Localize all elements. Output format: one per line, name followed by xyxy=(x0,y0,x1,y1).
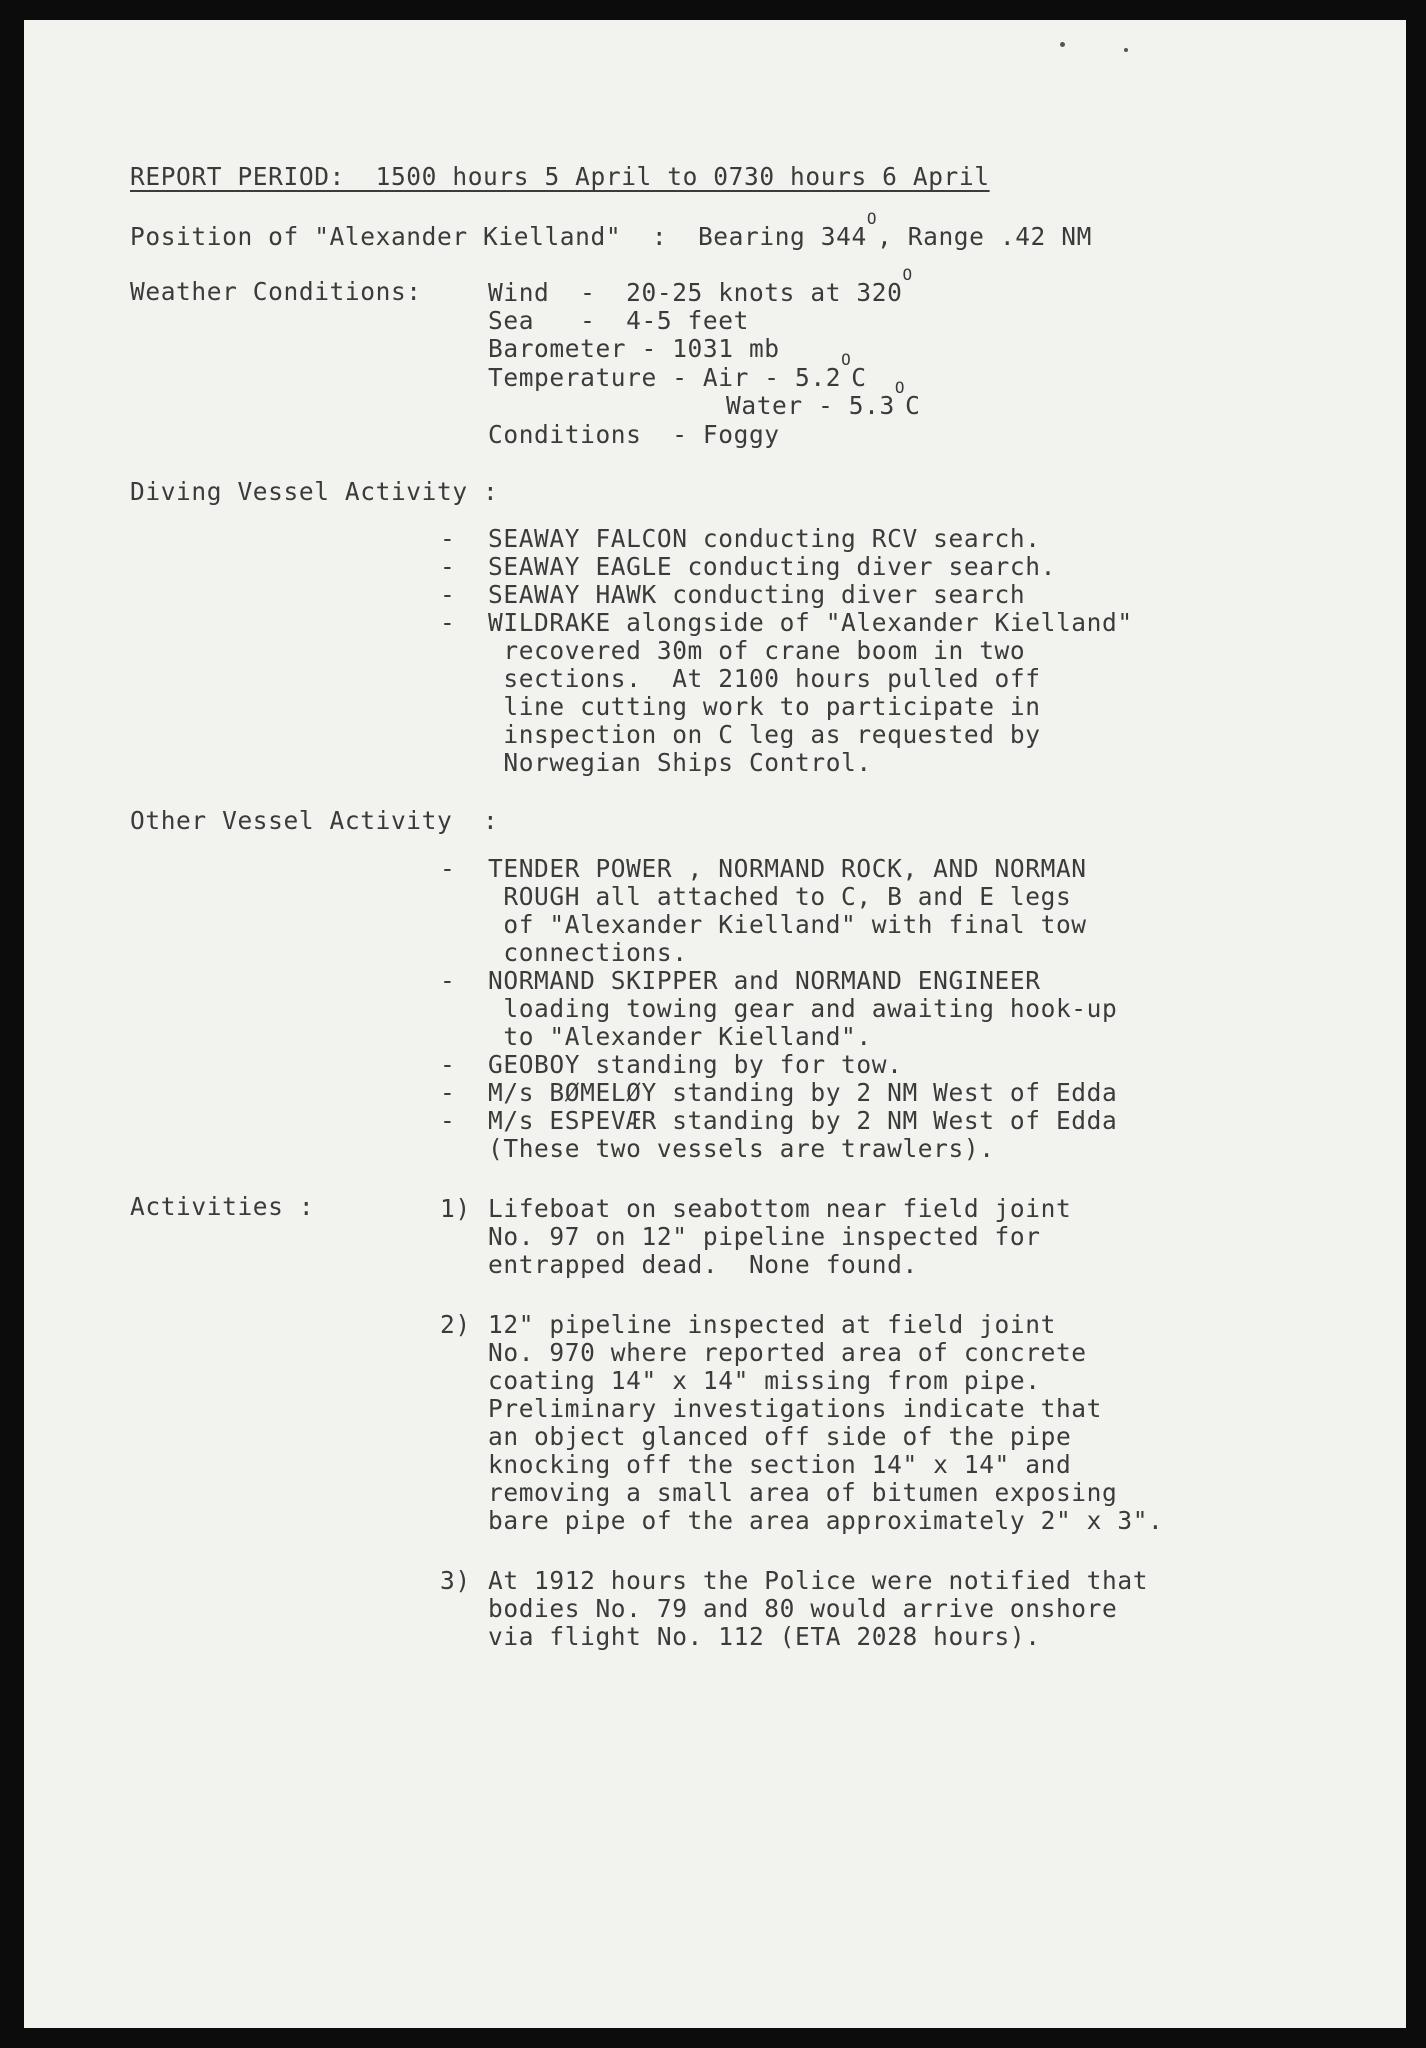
list-dash: - xyxy=(440,1078,455,1107)
activity-line: removing a small area of bitumen exposing xyxy=(488,1478,1118,1507)
report-period-heading: REPORT PERIOD: 1500 hours 5 April to 0730 hours 6 April xyxy=(130,162,990,191)
other-item: TENDER POWER , NORMAND ROCK, AND NORMAN xyxy=(488,854,1087,883)
activity-number: 3) xyxy=(440,1566,471,1595)
activity-line: Preliminary investigations indicate that xyxy=(488,1394,1103,1423)
position-line xyxy=(130,209,1092,251)
diving-item: SEAWAY FALCON conducting RCV search. xyxy=(488,524,1041,553)
other-item: ROUGH all attached to C, B and E legs xyxy=(488,882,1072,911)
other-item: of "Alexander Kielland" with final tow xyxy=(488,910,1087,939)
other-item: NORMAND SKIPPER and NORMAND ENGINEER xyxy=(488,966,1041,995)
diving-item: SEAWAY HAWK conducting diver search xyxy=(488,580,1026,609)
degree-mark: O xyxy=(902,265,913,284)
scan-speck xyxy=(1060,42,1065,47)
diving-label: Diving Vessel Activity : xyxy=(130,477,499,506)
diving-item: recovered 30m of crane boom in two xyxy=(488,636,1026,665)
other-item: to "Alexander Kielland". xyxy=(488,1022,872,1051)
list-dash: - xyxy=(440,580,455,609)
weather-wind: Wind - 20-25 knots at $320^O$ xyxy=(488,265,913,307)
degree-mark: O xyxy=(894,378,906,397)
list-dash: - xyxy=(440,1106,455,1135)
activity-number: 1) xyxy=(440,1194,471,1223)
activity-line: Lifeboat on seabottom near field joint xyxy=(488,1194,1072,1223)
weather-label: Weather Conditions: xyxy=(130,277,422,306)
activity-line: 12" pipeline inspected at field joint xyxy=(488,1310,1056,1339)
other-item: M/s ESPEVÆR standing by 2 NM West of Edda xyxy=(488,1106,1118,1135)
activity-line: knocking off the section 14" x 14" and xyxy=(488,1450,1072,1479)
list-dash: - xyxy=(440,854,455,883)
diving-item: SEAWAY EAGLE conducting diver search. xyxy=(488,552,1056,581)
diving-item: WILDRAKE alongside of "Alexander Kielland" xyxy=(488,608,1133,637)
other-item: connections. xyxy=(488,938,688,967)
activities-label: Activities : xyxy=(130,1192,315,1221)
activity-line: bare pipe of the area approximately 2" x 3". xyxy=(488,1506,1164,1535)
diving-item: line cutting work to participate in xyxy=(488,692,1041,721)
weather-temp-water: Water - $5.3^OC$ xyxy=(726,378,921,420)
diving-item: inspection on C leg as requested by xyxy=(488,720,1041,749)
activity-line: an object glanced off side of the pipe xyxy=(488,1422,1072,1451)
other-item: M/s BØMELØY standing by 2 NM West of Edda xyxy=(488,1078,1118,1107)
weather-barometer: Barometer - 1031 mb xyxy=(488,334,780,363)
other-item: GEOBOY standing by for tow. xyxy=(488,1050,903,1079)
diving-item: sections. At 2100 hours pulled off xyxy=(488,664,1041,693)
degree-mark: O xyxy=(866,209,878,228)
list-dash: - xyxy=(440,608,455,637)
other-label: Other Vessel Activity : xyxy=(130,806,499,835)
degree-mark: O xyxy=(841,350,852,369)
position-range: , Range .42 NM xyxy=(877,222,1092,251)
activity-line: No. 97 on 12" pipeline inspected for xyxy=(488,1222,1041,1251)
activity-line: No. 970 where reported area of concrete xyxy=(488,1338,1087,1367)
position-label: Position of "Alexander Kielland" : Bearing 344 xyxy=(130,222,867,251)
weather-sea: Sea - 4-5 feet xyxy=(488,306,749,335)
list-dash: - xyxy=(440,524,455,553)
other-item: loading towing gear and awaiting hook-up xyxy=(488,994,1118,1023)
diving-item: Norwegian Ships Control. xyxy=(488,748,872,777)
list-dash: - xyxy=(440,966,455,995)
activity-line: coating 14" x 14" missing from pipe. xyxy=(488,1366,1041,1395)
document-page xyxy=(24,20,1406,2028)
activity-line: via flight No. 112 (ETA 2028 hours). xyxy=(488,1622,1041,1651)
activity-number: 2) xyxy=(440,1310,471,1339)
activity-line: entrapped dead. None found. xyxy=(488,1250,918,1279)
list-dash: - xyxy=(440,1050,455,1079)
scan-speck xyxy=(1124,48,1128,52)
weather-temp-air: Temperature - Air - $5.2^OC$ xyxy=(488,350,867,392)
activity-line: At 1912 hours the Police were notified that xyxy=(488,1566,1149,1595)
weather-conditions: Conditions - Foggy xyxy=(488,420,780,449)
activity-line: bodies No. 79 and 80 would arrive onshore xyxy=(488,1594,1118,1623)
list-dash: - xyxy=(440,552,455,581)
other-item: (These two vessels are trawlers). xyxy=(488,1134,995,1163)
